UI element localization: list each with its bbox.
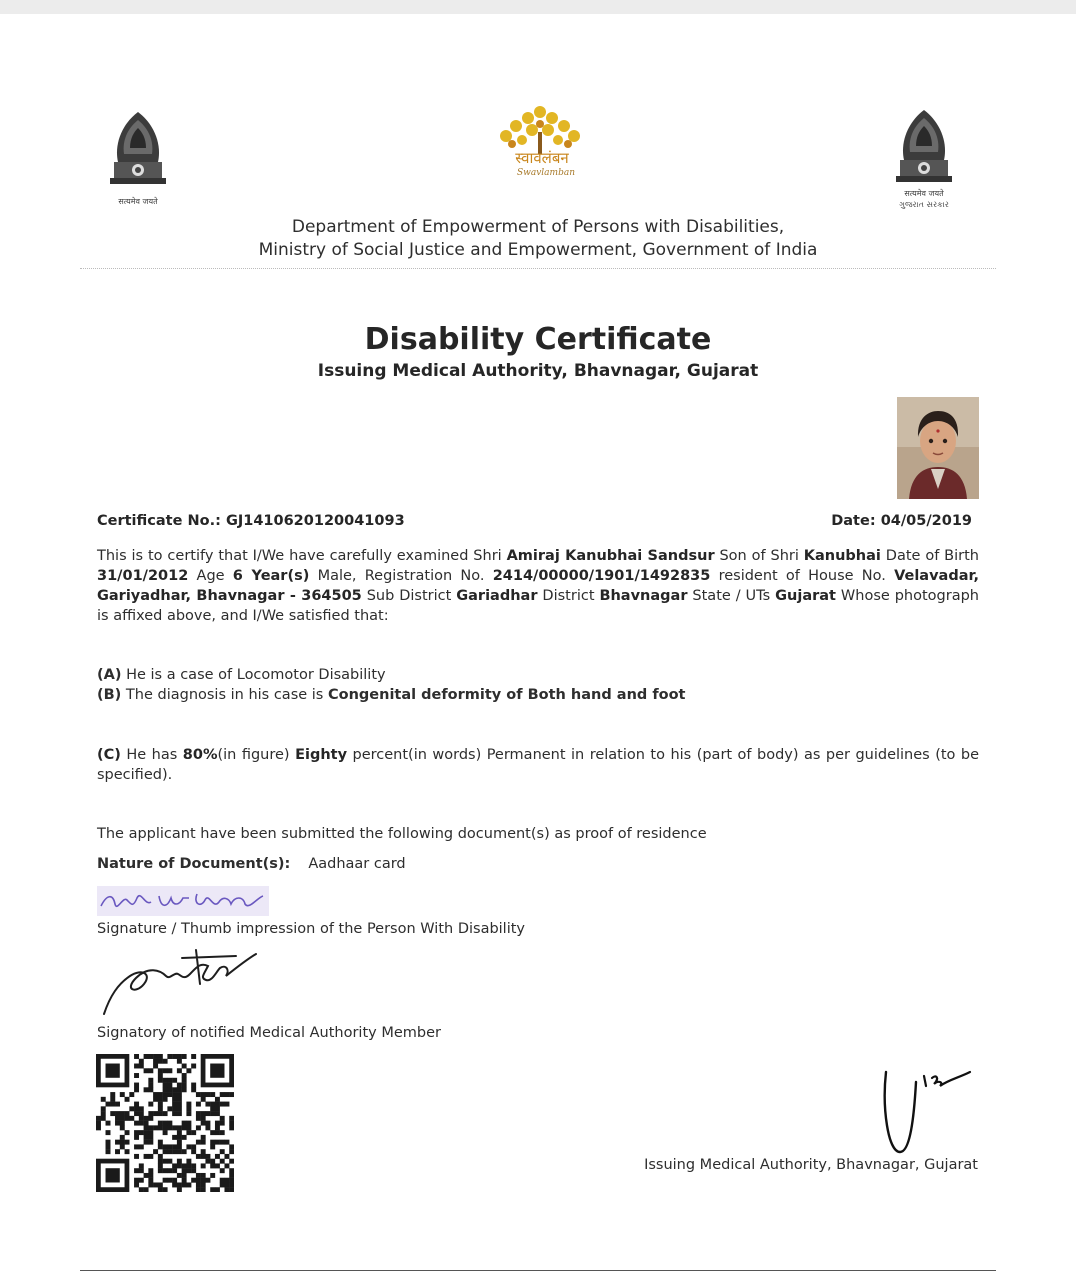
emblem-caption-right-2: ગુજરાત સરકાર: [899, 200, 949, 209]
member-signature-caption: Signatory of notified Medical Authority Member: [97, 1025, 441, 1041]
body-text: Date of Birth: [880, 548, 979, 564]
residence-intro: The applicant have been submitted the following document(s) as proof of residence: [97, 826, 707, 842]
diagnosis: Congenital deformity of Both hand and foot: [327, 687, 686, 703]
state: Gujarat: [775, 588, 836, 604]
swavlamban-logo-text: स्वावलंबन: [515, 149, 569, 167]
district: Bhavnagar: [599, 588, 688, 604]
swavlamban-logo: [492, 102, 588, 186]
top-bar: [0, 0, 1076, 14]
document-label: Nature of Document(s):: [97, 856, 291, 872]
page-subtitle: Issuing Medical Authority, Bhavnagar, Gujarat: [317, 361, 759, 381]
body-text: State / UTs: [687, 588, 776, 604]
national-emblem-right: [890, 104, 958, 210]
registration-number: 2414/00000/1901/1492835: [492, 568, 711, 584]
lion-capital-icon: [104, 104, 172, 196]
body-text: Son of Shri: [714, 548, 804, 564]
certificate-date-value: 04/05/2019: [880, 513, 972, 529]
header-divider: [80, 268, 996, 269]
qr-code: [96, 1054, 234, 1192]
certificate-number-value: GJ1410620120041093: [225, 513, 405, 529]
national-emblem-left: [104, 104, 172, 207]
footer-divider: [80, 1270, 996, 1271]
certificate-number-label: Certificate No.:: [97, 513, 221, 529]
certificate-date: [831, 513, 972, 529]
item-a-label: (A): [97, 667, 122, 683]
department-line-1: Department of Empowerment of Persons with Disabilities,: [291, 217, 785, 237]
item-b-text: The diagnosis in his case is: [121, 687, 328, 703]
person-signature: [97, 886, 269, 916]
date-of-birth: 31/01/2012: [97, 568, 189, 584]
authority-signature: [878, 1068, 978, 1162]
address: Velavadar, Gariyadhar, Bhavnagar - 364505: [97, 568, 980, 604]
disability-percent: 80%: [182, 747, 218, 763]
father-name: Kanubhai: [803, 548, 881, 564]
emblem-caption-left: सत्यमेव जयते: [118, 197, 158, 206]
item-c-label: (C): [97, 747, 121, 763]
certificate-number: [97, 513, 405, 529]
applicant-photo: [897, 397, 979, 499]
certification-paragraph: [97, 546, 979, 626]
swavlamban-logo-subtext: Swavlamban: [516, 168, 576, 178]
body-text: Age: [188, 568, 233, 584]
body-text: Male, Registration No.: [309, 568, 493, 584]
item-b: [97, 685, 686, 705]
body-text: This is to certify that I/We have carefully examined Shri: [97, 548, 507, 564]
emblem-caption-right-1: सत्यमेव जयते: [904, 189, 944, 198]
lion-capital-icon: [890, 104, 958, 188]
department-line-2: Ministry of Social Justice and Empowerment, Government of India: [258, 240, 818, 260]
qr-code-icon: [96, 1054, 234, 1192]
body-text: resident of House No.: [710, 568, 895, 584]
item-c: [97, 745, 979, 785]
sub-district: Gariadhar: [456, 588, 538, 604]
document-value: Aadhaar card: [308, 856, 406, 872]
body-text: Whose photograph is affixed above, and I/We satisfied that:: [97, 588, 979, 624]
body-text: Sub District: [361, 588, 457, 604]
certificate-date-label: Date:: [831, 513, 876, 529]
item-c-text: He has: [120, 747, 183, 763]
residence-document: [97, 854, 406, 874]
item-a: [97, 665, 386, 685]
applicant-name: Amiraj Kanubhai Sandsur: [506, 548, 715, 564]
page-title: Disability Certificate: [364, 322, 712, 357]
disability-percent-words: Eighty: [295, 747, 348, 763]
member-signature: [96, 944, 266, 1024]
authority-caption: Issuing Medical Authority, Bhavnagar, Gujarat: [644, 1157, 978, 1173]
item-c-text: (in figure): [217, 747, 296, 763]
item-c-text: percent(in words) Permanent in relation to his (part of body) as per guidelines (to be specified).: [97, 747, 979, 783]
person-signature-caption: Signature / Thumb impression of the Person With Disability: [97, 921, 526, 937]
item-b-label: (B): [97, 687, 122, 703]
body-text: District: [537, 588, 600, 604]
age: 6 Year(s): [232, 568, 310, 584]
item-a-text: He is a case of Locomotor Disability: [121, 667, 386, 683]
